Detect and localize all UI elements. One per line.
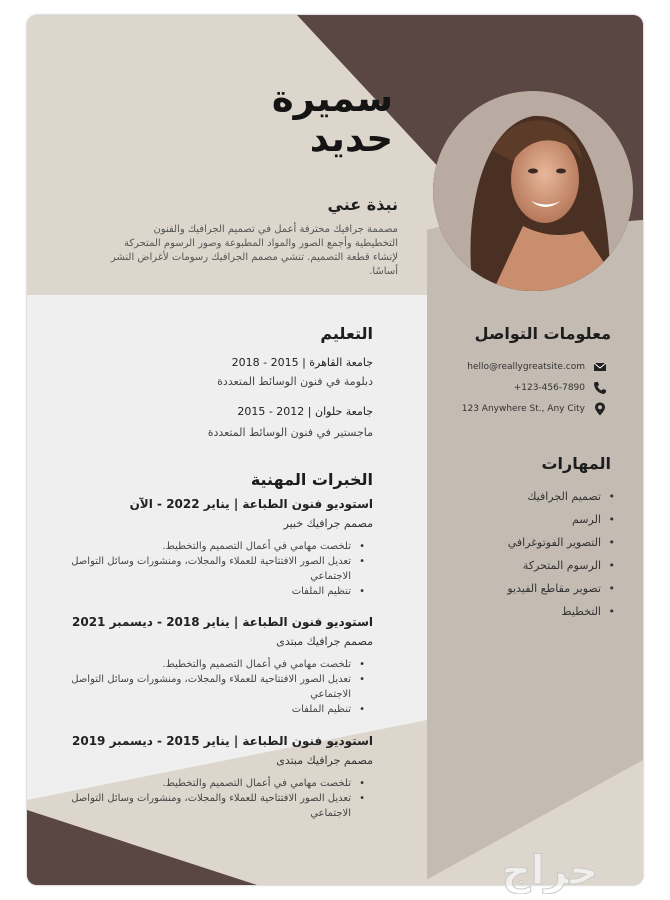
job-3-title: استوديو فنون الطباعة | يناير 2015 - ديسمبر 2019 bbox=[72, 734, 373, 748]
profile-photo bbox=[433, 91, 633, 291]
education-heading: التعليم bbox=[320, 324, 373, 343]
resume-page bbox=[27, 15, 643, 885]
job-2-role: مصمم جرافيك مبتدى bbox=[276, 635, 373, 648]
about-text: مصممة جرافيك محترفة أعمل في تصميم الجرافيك والفنون التخطيطية وأجمع الصور والمواد المطبوعة وصور الرسوم المتحركة لإنشاء قطعة التصميم. تنشي مصمم الجرافيك رسومات لأغراض النشر أساسًا. bbox=[110, 224, 398, 277]
job-bullet: • تلخصت مهامي في أعمال التصميم والتخطيط. bbox=[55, 657, 365, 672]
skill-item: • الرسوم المتحركة bbox=[435, 554, 615, 577]
job-bullet: • تلخصت مهامي في أعمال التصميم والتخطيط. bbox=[55, 539, 365, 554]
watermark-text: حراج bbox=[501, 848, 599, 894]
contact-email: hello@reallygreatsite.com bbox=[467, 362, 585, 372]
envelope-icon bbox=[593, 360, 607, 374]
first-name: سميرة bbox=[271, 77, 393, 120]
education-2-title: جامعة حلوان | 2012 - 2015 bbox=[237, 405, 373, 418]
job-bullet: • تعديل الصور الافتتاحية للعملاء والمجلات، ومنشورات وسائل التواصل الاجتماعي bbox=[55, 791, 365, 821]
job-1-bullets bbox=[55, 539, 365, 599]
skills-list bbox=[435, 485, 615, 623]
job-1-title: استوديو فنون الطباعة | يناير 2022 - الآن bbox=[129, 497, 373, 511]
skill-item: • التصوير الفوتوغرافي bbox=[435, 531, 615, 554]
contact-address: 123 Anywhere St., Any City bbox=[461, 404, 585, 414]
phone-icon bbox=[593, 381, 607, 395]
haraj-watermark bbox=[440, 848, 660, 894]
contact-address-row bbox=[461, 401, 611, 417]
last-name: حديد bbox=[309, 117, 393, 160]
skill-item: • تصميم الجرافيك bbox=[435, 485, 615, 508]
contact-phone-row bbox=[467, 380, 611, 396]
job-bullet: • تلخصت مهامي في أعمال التصميم والتخطيط. bbox=[55, 776, 365, 791]
skill-item: • الرسم bbox=[435, 508, 615, 531]
job-3-bullets bbox=[55, 776, 365, 821]
location-pin-icon bbox=[593, 402, 607, 416]
about-heading: نبذة عني bbox=[327, 195, 398, 214]
skill-item: • التخطيط bbox=[435, 600, 615, 623]
contact-heading: معلومات التواصل bbox=[474, 324, 611, 343]
education-1-title: جامعة القاهرة | 2015 - 2018 bbox=[231, 356, 373, 369]
contact-email-row bbox=[467, 359, 611, 375]
education-1-degree: دبلومة في فنون الوسائط المتعددة bbox=[217, 375, 373, 388]
job-bullet: • تنظيم الملفات bbox=[55, 584, 365, 599]
job-bullet: • تعديل الصور الافتتاحية للعملاء والمجلات، ومنشورات وسائل التواصل الاجتماعي bbox=[55, 672, 365, 702]
job-2-title: استوديو فنون الطباعة | يناير 2018 - ديسمبر 2021 bbox=[72, 615, 373, 629]
education-2-degree: ماجستير في فنون الوسائط المتعددة bbox=[207, 426, 373, 439]
skill-item: • تصوير مقاطع الفيديو bbox=[435, 577, 615, 600]
contact-phone: +123-456-7890 bbox=[513, 383, 585, 393]
job-bullet: • تعديل الصور الافتتاحية للعملاء والمجلات، ومنشورات وسائل التواصل الاجتماعي bbox=[55, 554, 365, 584]
job-3-role: مصمم جرافيك مبتدى bbox=[276, 754, 373, 767]
experience-heading: الخبرات المهنية bbox=[250, 470, 373, 489]
job-1-role: مصمم جرافيك خبير bbox=[283, 517, 373, 530]
job-2-bullets bbox=[55, 657, 365, 717]
job-bullet: • تنظيم الملفات bbox=[55, 702, 365, 717]
skills-heading: المهارات bbox=[541, 454, 611, 473]
